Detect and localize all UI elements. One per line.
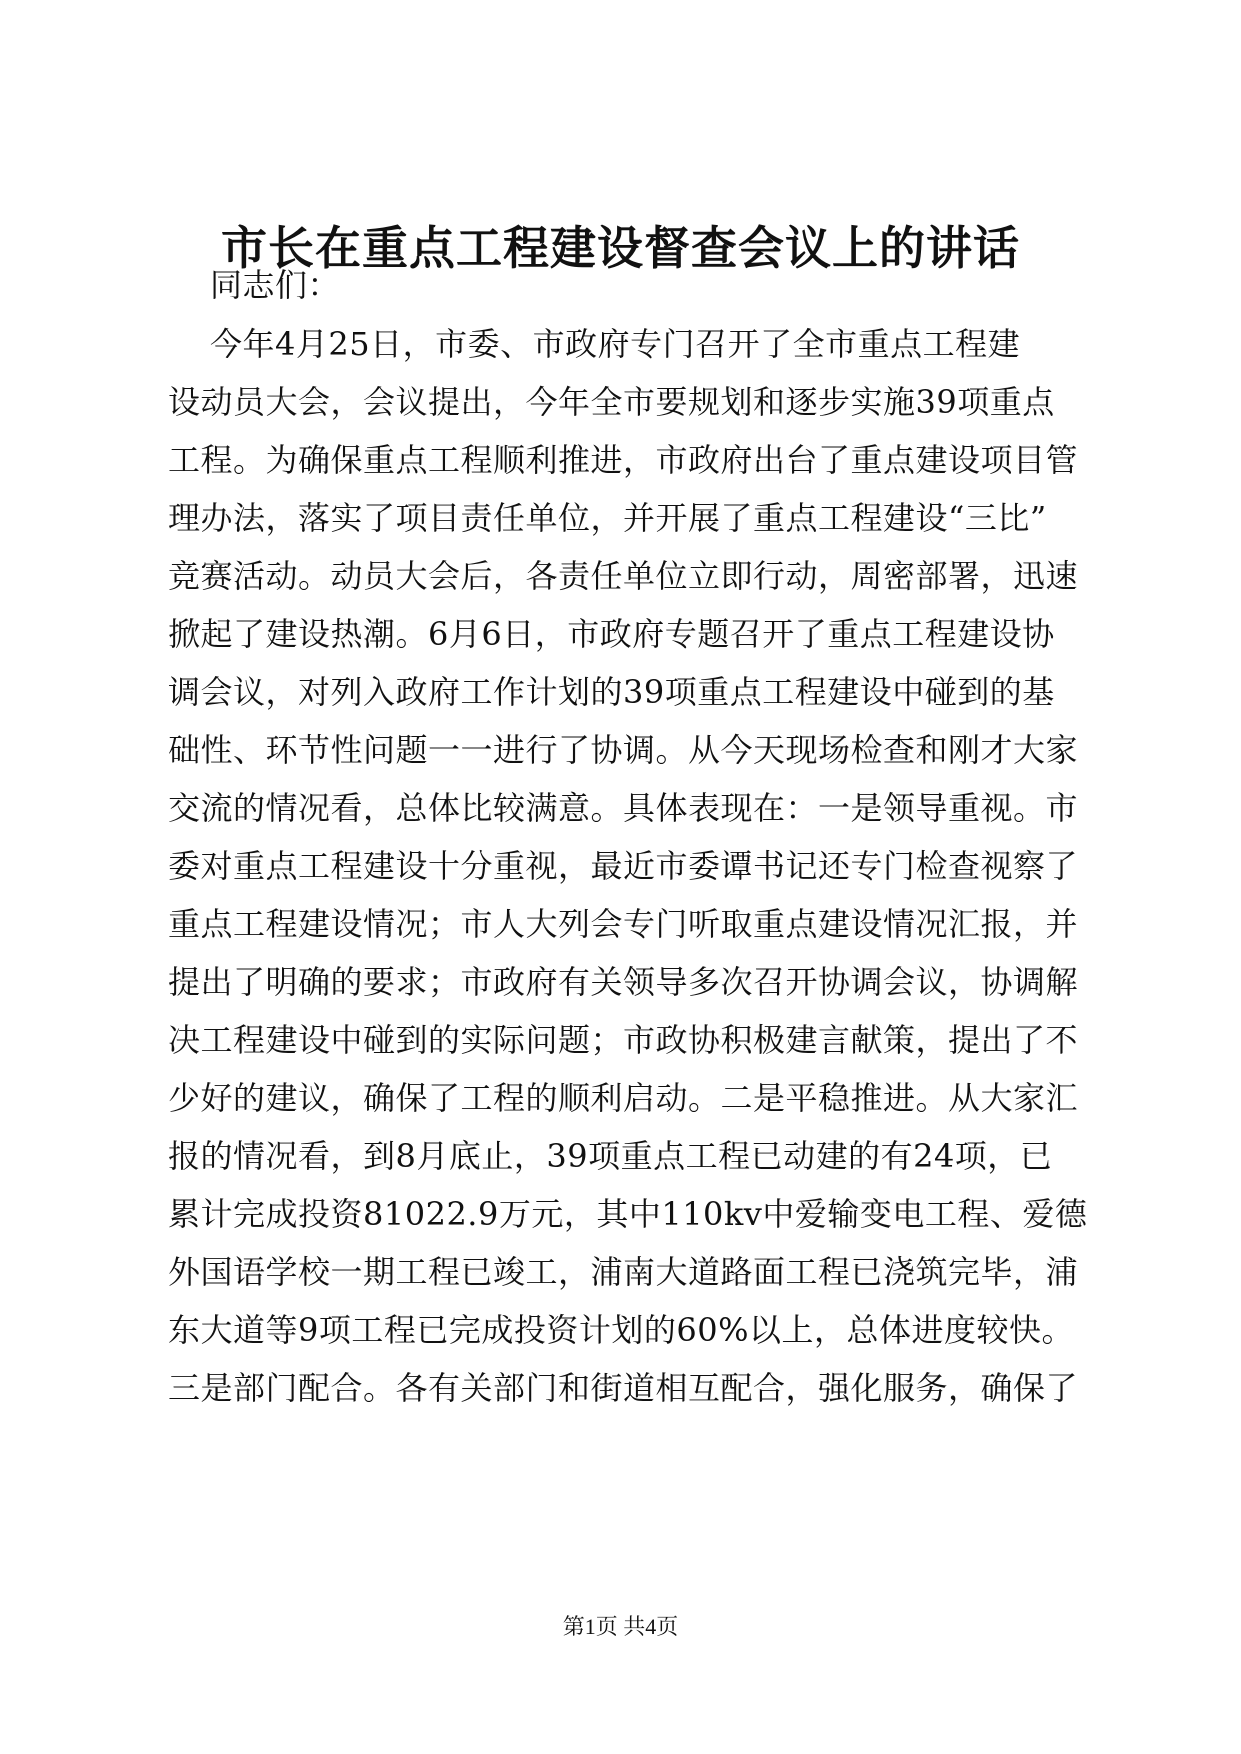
body-line: 掀起了建设热潮。6月6日，市政府专题召开了重点工程建设协: [168, 615, 1055, 653]
document-title: 市长在重点工程建设督查会议上的讲话: [221, 221, 1020, 275]
page-number-footer: 第1页 共4页: [562, 1614, 679, 1639]
body-line: 外国语学校一期工程已竣工，浦南大道路面工程已浇筑完毕，浦: [168, 1253, 1079, 1291]
body-line: 今年4月25日，市委、市政府专门召开了全市重点工程建: [210, 325, 1021, 363]
body-line: 三是部门配合。各有关部门和街道相互配合，强化服务，确保了: [168, 1369, 1079, 1407]
body-line: 竞赛活动。动员大会后，各责任单位立即行动，周密部署，迅速: [168, 557, 1079, 595]
body-line: 调会议，对列入政府工作计划的39项重点工程建设中碰到的基: [168, 673, 1055, 711]
body-line: 重点工程建设情况；市人大列会专门听取重点建设情况汇报，并: [168, 905, 1079, 943]
body-line: 累计完成投资81022.9万元，其中110kv中爱输变电工程、爱德: [168, 1195, 1088, 1233]
body-line: 设动员大会，会议提出，今年全市要规划和逐步实施39项重点: [168, 383, 1055, 421]
body-line: 东大道等9项工程已完成投资计划的60%以上，总体进度较快。: [168, 1311, 1074, 1349]
body-line: 工程。为确保重点工程顺利推进，市政府出台了重点建设项目管: [168, 441, 1079, 479]
body-line: 少好的建议，确保了工程的顺利启动。二是平稳推进。从大家汇: [168, 1079, 1079, 1117]
body-line: 提出了明确的要求；市政府有关领导多次召开协调会议，协调解: [168, 963, 1079, 1001]
salutation: 同志们：: [210, 266, 341, 304]
body-line: 础性、环节性问题一一进行了协调。从今天现场检查和刚才大家: [168, 731, 1079, 769]
body-line: 理办法，落实了项目责任单位，并开展了重点工程建设“三比”: [168, 499, 1047, 537]
body-line: 决工程建设中碰到的实际问题；市政协积极建言献策，提出了不: [168, 1021, 1079, 1059]
body-line: 委对重点工程建设十分重视，最近市委谭书记还专门检查视察了: [168, 847, 1079, 885]
body-line: 报的情况看，到8月底止，39项重点工程已动建的有24项，已: [168, 1137, 1053, 1175]
body-line: 交流的情况看，总体比较满意。具体表现在：一是领导重视。市: [168, 789, 1079, 827]
